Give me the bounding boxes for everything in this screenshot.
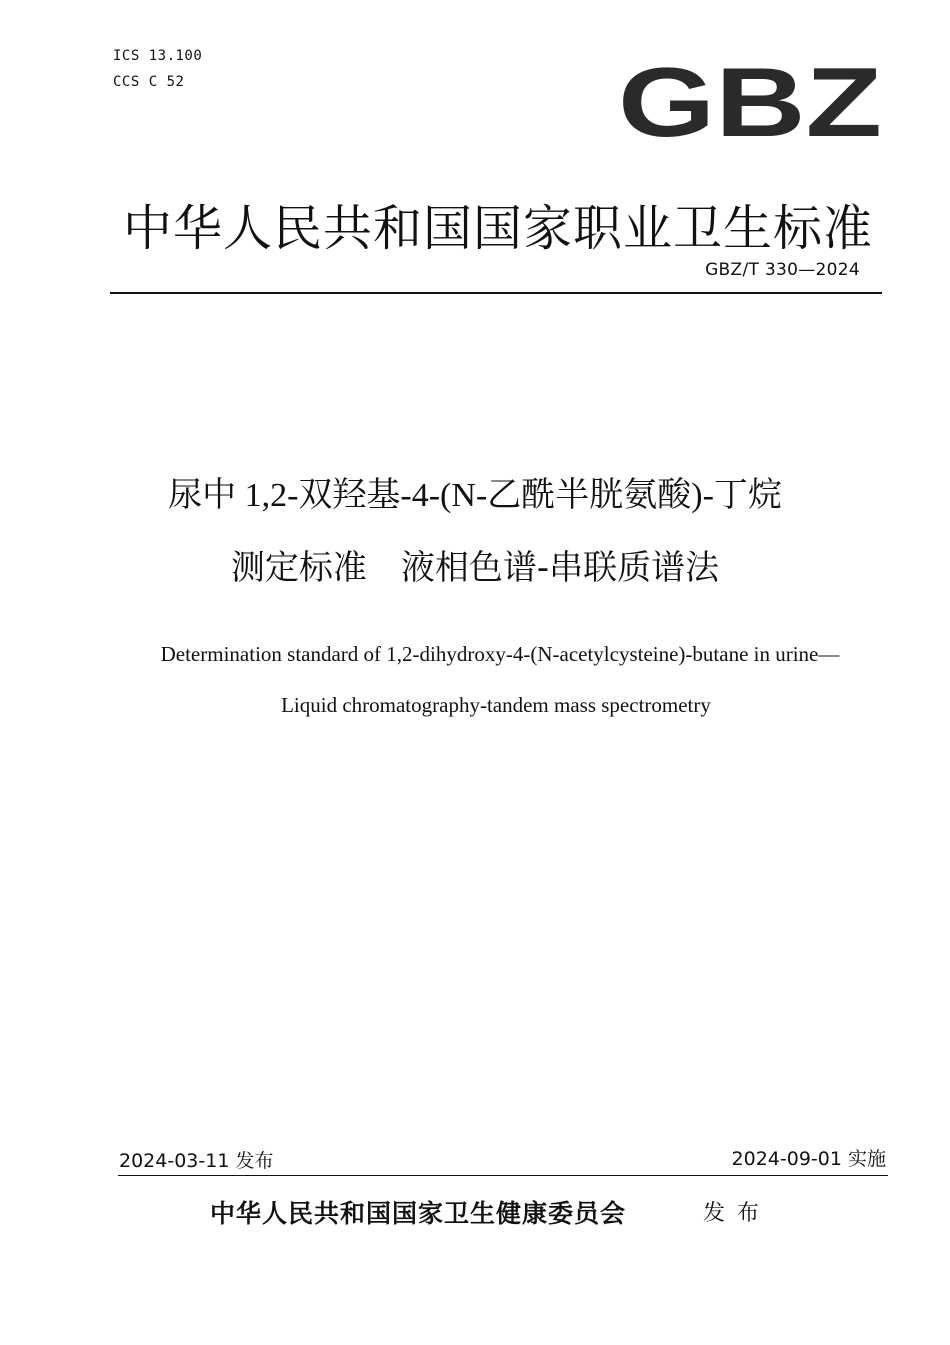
ccs-code: CCS C 52 bbox=[113, 74, 185, 90]
footer-divider bbox=[118, 1175, 888, 1176]
gbz-logo bbox=[617, 60, 883, 140]
issue-date: 2024-03-11 发布 bbox=[119, 1150, 274, 1172]
english-title-line-1: Determination standard of 1,2-dihydroxy-4-(N-acetylcysteine)-butane in urine— bbox=[160, 642, 840, 666]
standard-code: GBZ/T 330—2024 bbox=[705, 260, 860, 280]
issuing-authority: 中华人民共和国国家卫生健康委员会 bbox=[210, 1199, 627, 1228]
implementation-date: 2024-09-01 实施 bbox=[731, 1148, 886, 1170]
header-divider bbox=[110, 292, 882, 294]
chinese-title-line-1: 尿中 1,2-双羟基-4-(N-乙酰半胱氨酸)-丁烷 bbox=[168, 477, 782, 514]
ics-code: ICS 13.100 bbox=[113, 48, 203, 64]
english-title-line-2: Liquid chromatography-tandem mass spectrometry bbox=[281, 693, 711, 717]
publish-label: 发布 bbox=[703, 1201, 772, 1226]
gbz-logo-text: GBZ bbox=[618, 60, 882, 140]
standard-category: 中华人民共和国国家职业卫生标准 bbox=[122, 200, 873, 257]
chinese-title-line-2: 测定标准 液相色谱-串联质谱法 bbox=[230, 548, 720, 588]
